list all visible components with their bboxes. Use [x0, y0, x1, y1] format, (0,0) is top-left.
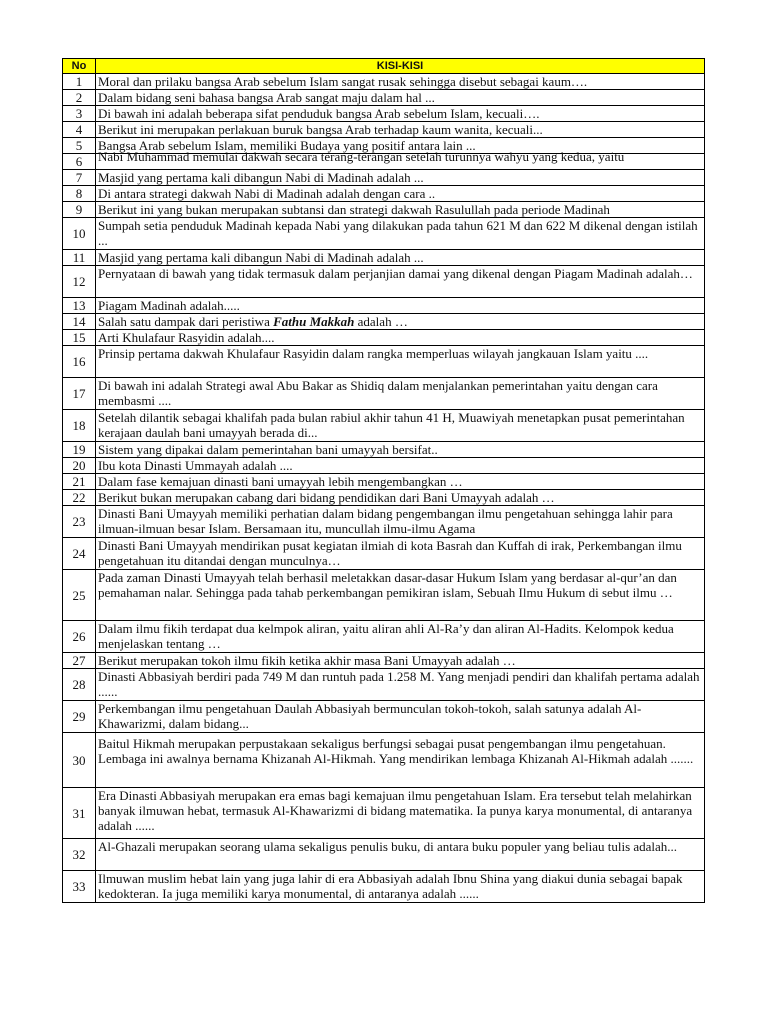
row-number: 2 — [63, 90, 96, 106]
table-row — [63, 458, 705, 474]
question-text-cell — [96, 149, 705, 170]
header-row — [63, 59, 705, 74]
row-number: 20 — [63, 458, 96, 474]
table-row — [63, 122, 705, 138]
question-text: Berikut merupakan tokoh ilmu fikih ketika akhir masa Bani Umayyah adalah … — [96, 653, 705, 669]
table-row — [63, 490, 705, 506]
question-text: Di bawah ini adalah Strategi awal Abu Bakar as Shidiq dalam menjalankan pemerintahan yaitu dengan cara membasmi .... — [96, 378, 705, 410]
row-number: 6 — [63, 154, 96, 170]
table-row — [63, 378, 705, 410]
question-text: Piagam Madinah adalah..... — [96, 298, 705, 314]
table-row — [63, 506, 705, 538]
table-row — [63, 701, 705, 733]
row-number: 11 — [63, 250, 96, 266]
header-no: No — [63, 59, 96, 74]
question-text: Ilmuwan muslim hebat lain yang juga lahir di era Abbasiyah adalah Ibnu Shina yang diakui dunia sebagai bapak kedokteran. Ia juga memiliki karya monumental, di antaranya adalah ...... — [96, 871, 705, 903]
question-text: Arti Khulafaur Rasyidin adalah.... — [96, 330, 705, 346]
table-row — [63, 74, 705, 90]
table-row — [63, 871, 705, 903]
row-number: 24 — [63, 538, 96, 570]
header-kisi-kisi: KISI-KISI — [96, 59, 705, 74]
table-row — [63, 90, 705, 106]
question-text: Nabi Muhammad memulai dakwah secara terang-terangan setelah turunnya wahyu yang kedua, yaitu — [98, 149, 625, 164]
row-number: 14 — [63, 314, 96, 330]
row-number: 32 — [63, 839, 96, 871]
row-number: 29 — [63, 701, 96, 733]
table-row — [63, 474, 705, 490]
question-text: Setelah dilantik sebagai khalifah pada bulan rabiul akhir tahun 41 H, Muawiyah menetapkan pusat pemerintahan kerajaan daulah bani umayyah berada di... — [96, 410, 705, 442]
question-text: Era Dinasti Abbasiyah merupakan era emas bagi kemajuan ilmu pengetahuan Islam. Era tersebut telah melahirkan banyak ilmuwan hebat, termasuk Al-Khawarizmi di bidang matematika. Ia punya karya monumental, di antaranya adalah ...... — [96, 788, 705, 839]
kisi-kisi-table — [62, 58, 705, 903]
question-text: Al-Ghazali merupakan seorang ulama sekaligus penulis buku, di antara buku populer yang beliau tulis adalah... — [96, 839, 705, 871]
question-text: Berikut ini yang bukan merupakan subtansi dan strategi dakwah Rasulullah pada periode Madinah — [96, 202, 705, 218]
row-number: 1 — [63, 74, 96, 90]
row-number: 25 — [63, 570, 96, 621]
row-number: 19 — [63, 442, 96, 458]
question-text: Berikut bukan merupakan cabang dari bidang pendidikan dari Bani Umayyah adalah … — [96, 490, 705, 506]
question-text: Masjid yang pertama kali dibangun Nabi di Madinah adalah ... — [96, 250, 705, 266]
table-row — [63, 346, 705, 378]
table-row — [63, 298, 705, 314]
question-text-cell — [96, 314, 705, 330]
row-number: 4 — [63, 122, 96, 138]
table-row — [63, 330, 705, 346]
question-text: Sumpah setia penduduk Madinah kepada Nabi yang dilakukan pada tahun 621 M dan 622 M dikenal dengan istilah ... — [96, 218, 705, 250]
question-text-end: adalah … — [354, 314, 408, 329]
row-number: 22 — [63, 490, 96, 506]
row-number: 33 — [63, 871, 96, 903]
question-text: Dalam bidang seni bahasa bangsa Arab sangat maju dalam hal ... — [96, 90, 705, 106]
question-text: Moral dan prilaku bangsa Arab sebelum Islam sangat rusak sehingga disebut sebagai kaum…. — [96, 74, 705, 90]
table-row — [63, 266, 705, 298]
row-number: 26 — [63, 621, 96, 653]
table-row — [63, 170, 705, 186]
question-text: Pada zaman Dinasti Umayyah telah berhasil meletakkan dasar-dasar Hukum Islam yang berdasar al-qur’an dan pemahaman nalar. Sehingga pada tahab perkembangan pemikiran islam, Sebuah Ilmu Hukum di sebut ilmu … — [96, 570, 705, 621]
question-text: Berikut ini merupakan perlakuan buruk bangsa Arab terhadap kaum wanita, kecuali... — [96, 122, 705, 138]
row-number: 30 — [63, 733, 96, 788]
row-number: 8 — [63, 186, 96, 202]
question-text: Perkembangan ilmu pengetahuan Daulah Abbasiyah bermunculan tokoh-tokoh, salah satunya adalah Al-Khawarizmi, dalam bidang... — [96, 701, 705, 733]
row-number: 31 — [63, 788, 96, 839]
row-number: 16 — [63, 346, 96, 378]
table-row — [63, 410, 705, 442]
question-text: Dalam fase kemajuan dinasti bani umayyah lebih mengembangkan … — [96, 474, 705, 490]
row-number: 10 — [63, 218, 96, 250]
row-number: 7 — [63, 170, 96, 186]
row-number: 12 — [63, 266, 96, 298]
table-row — [63, 250, 705, 266]
row-number: 18 — [63, 410, 96, 442]
question-text: Baitul Hikmah merupakan perpustakaan sekaligus berfungsi sebagai pusat pengembangan ilmu pengetahuan. Lembaga ini awalnya bernama Khizanah Al-Hikmah. Yang mendirikan lembaga Khizanah Al-Hikmah adalah ....... — [96, 733, 705, 788]
question-emphasis: Fathu Makkah — [273, 314, 355, 329]
table-row — [63, 442, 705, 458]
table-row — [63, 621, 705, 653]
row-number: 23 — [63, 506, 96, 538]
table-row — [63, 538, 705, 570]
row-number: 17 — [63, 378, 96, 410]
table-row — [63, 653, 705, 669]
question-text: Di bawah ini adalah beberapa sifat penduduk bangsa Arab sebelum Islam, kecuali…. — [96, 106, 705, 122]
question-text: Sistem yang dipakai dalam pemerintahan bani umayyah bersifat.. — [96, 442, 705, 458]
table-row — [63, 669, 705, 701]
question-text: Prinsip pertama dakwah Khulafaur Rasyidin dalam rangka memperluas wilayah jangkauan Islam yaitu .... — [96, 346, 705, 378]
table-row — [63, 733, 705, 788]
question-text: Masjid yang pertama kali dibangun Nabi di Madinah adalah ... — [96, 170, 705, 186]
table-row — [63, 186, 705, 202]
row-number: 9 — [63, 202, 96, 218]
row-number: 21 — [63, 474, 96, 490]
question-text: Di antara strategi dakwah Nabi di Madinah adalah dengan cara .. — [96, 186, 705, 202]
row-number: 3 — [63, 106, 96, 122]
table-row — [63, 218, 705, 250]
table-row — [63, 788, 705, 839]
question-text: Dinasti Bani Umayyah memiliki perhatian dalam bidang pengembangan ilmu pengetahuan sehingga lahir para ilmuan-ilmuan besar Islam. Bersamaan itu, muncullah ilmu-ilmu Agama — [96, 506, 705, 538]
row-number: 5 — [63, 138, 96, 154]
row-number: 15 — [63, 330, 96, 346]
table-row — [63, 314, 705, 330]
question-text: Pernyataan di bawah yang tidak termasuk dalam perjanjian damai yang dikenal dengan Piagam Madinah adalah… — [96, 266, 705, 298]
table-row — [63, 839, 705, 871]
table-row — [63, 570, 705, 621]
question-text: Dinasti Abbasiyah berdiri pada 749 M dan runtuh pada 1.258 M. Yang menjadi pendiri dan khalifah pertama adalah ...... — [96, 669, 705, 701]
row-number: 27 — [63, 653, 96, 669]
question-text: Bangsa Arab sebelum Islam, memiliki Budaya yang positif antara lain ... — [96, 138, 705, 154]
question-text: Ibu kota Dinasti Ummayah adalah .... — [96, 458, 705, 474]
row-number: 13 — [63, 298, 96, 314]
question-text: Salah satu dampak dari peristiwa — [98, 314, 274, 329]
table-row — [63, 202, 705, 218]
question-text: Dinasti Bani Umayyah mendirikan pusat kegiatan ilmiah di kota Basrah dan Kuffah di irak, Perkembangan ilmu pengetahuan itu ditandai dengan munculnya… — [96, 538, 705, 570]
table-row — [63, 154, 705, 170]
table-row — [63, 106, 705, 122]
question-text: Dalam ilmu fikih terdapat dua kelmpok aliran, yaitu aliran ahli Al-Ra’y dan aliran Al-Hadits. Kelompok kedua menjelaskan tentang … — [96, 621, 705, 653]
row-number: 28 — [63, 669, 96, 701]
